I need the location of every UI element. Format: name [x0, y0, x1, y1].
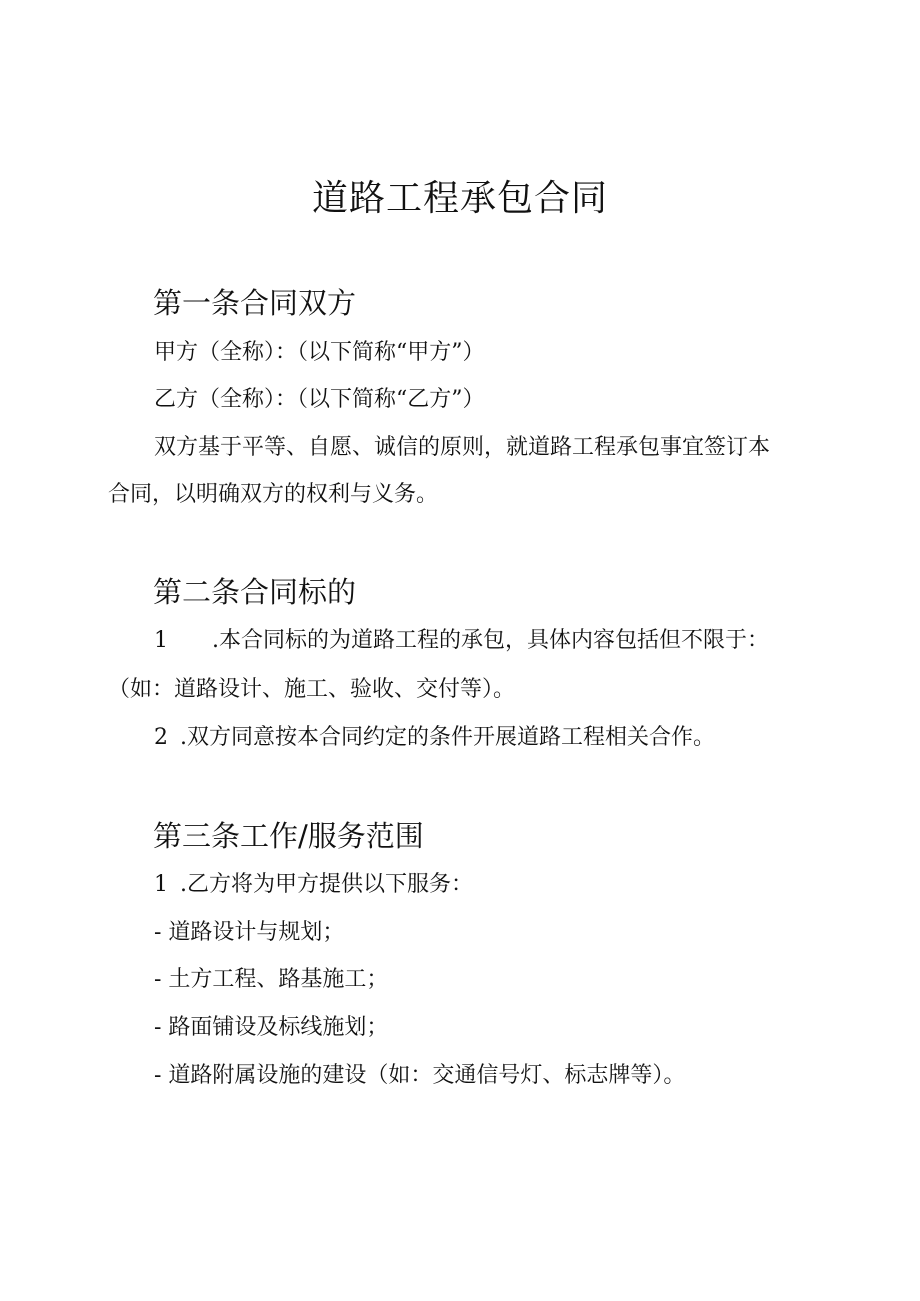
service-list-item: - 路面铺设及标线施划；	[154, 1015, 389, 1040]
party-b-line: 乙方（全称）：（以下简称“乙方”）	[154, 387, 485, 412]
section-1-paragraph-line-2: 合同，以明确双方的权利与义务。	[108, 482, 439, 507]
service-list-item: - 土方工程、路基施工；	[154, 967, 389, 992]
document-title: 道路工程承包合同	[311, 178, 608, 219]
section-2-item-2	[154, 723, 715, 753]
section-3-item-1	[154, 870, 473, 900]
section-1-paragraph-line-1: 双方基于平等、自愿、诚信的原则，就道路工程承包事宜签订本	[154, 435, 771, 460]
section-2-heading: 第二条合同标的	[153, 575, 357, 609]
service-list-item: - 道路附属设施的建设（如：交通信号灯、标志牌等）。	[154, 1063, 686, 1088]
item-number: 2	[154, 725, 168, 750]
section-1-heading: 第一条合同双方	[153, 286, 357, 320]
item-text: .本合同标的为道路工程的承包，具体内容包括但不限于：	[212, 628, 769, 653]
section-3-heading: 第三条工作/服务范围	[153, 819, 424, 853]
service-list-item: - 道路设计与规划；	[154, 920, 345, 945]
section-2-item-1-continuation: （如：道路设计、施工、验收、交付等）。	[108, 677, 516, 702]
party-a-line: 甲方（全称）：（以下简称“甲方”）	[154, 340, 485, 365]
item-text: .双方同意按本合同约定的条件开展道路工程相关合作。	[180, 725, 715, 750]
item-number: 1	[154, 872, 168, 897]
item-text: .乙方将为甲方提供以下服务：	[180, 872, 473, 897]
item-number: 1	[154, 628, 168, 653]
section-2-item-1	[154, 626, 769, 656]
